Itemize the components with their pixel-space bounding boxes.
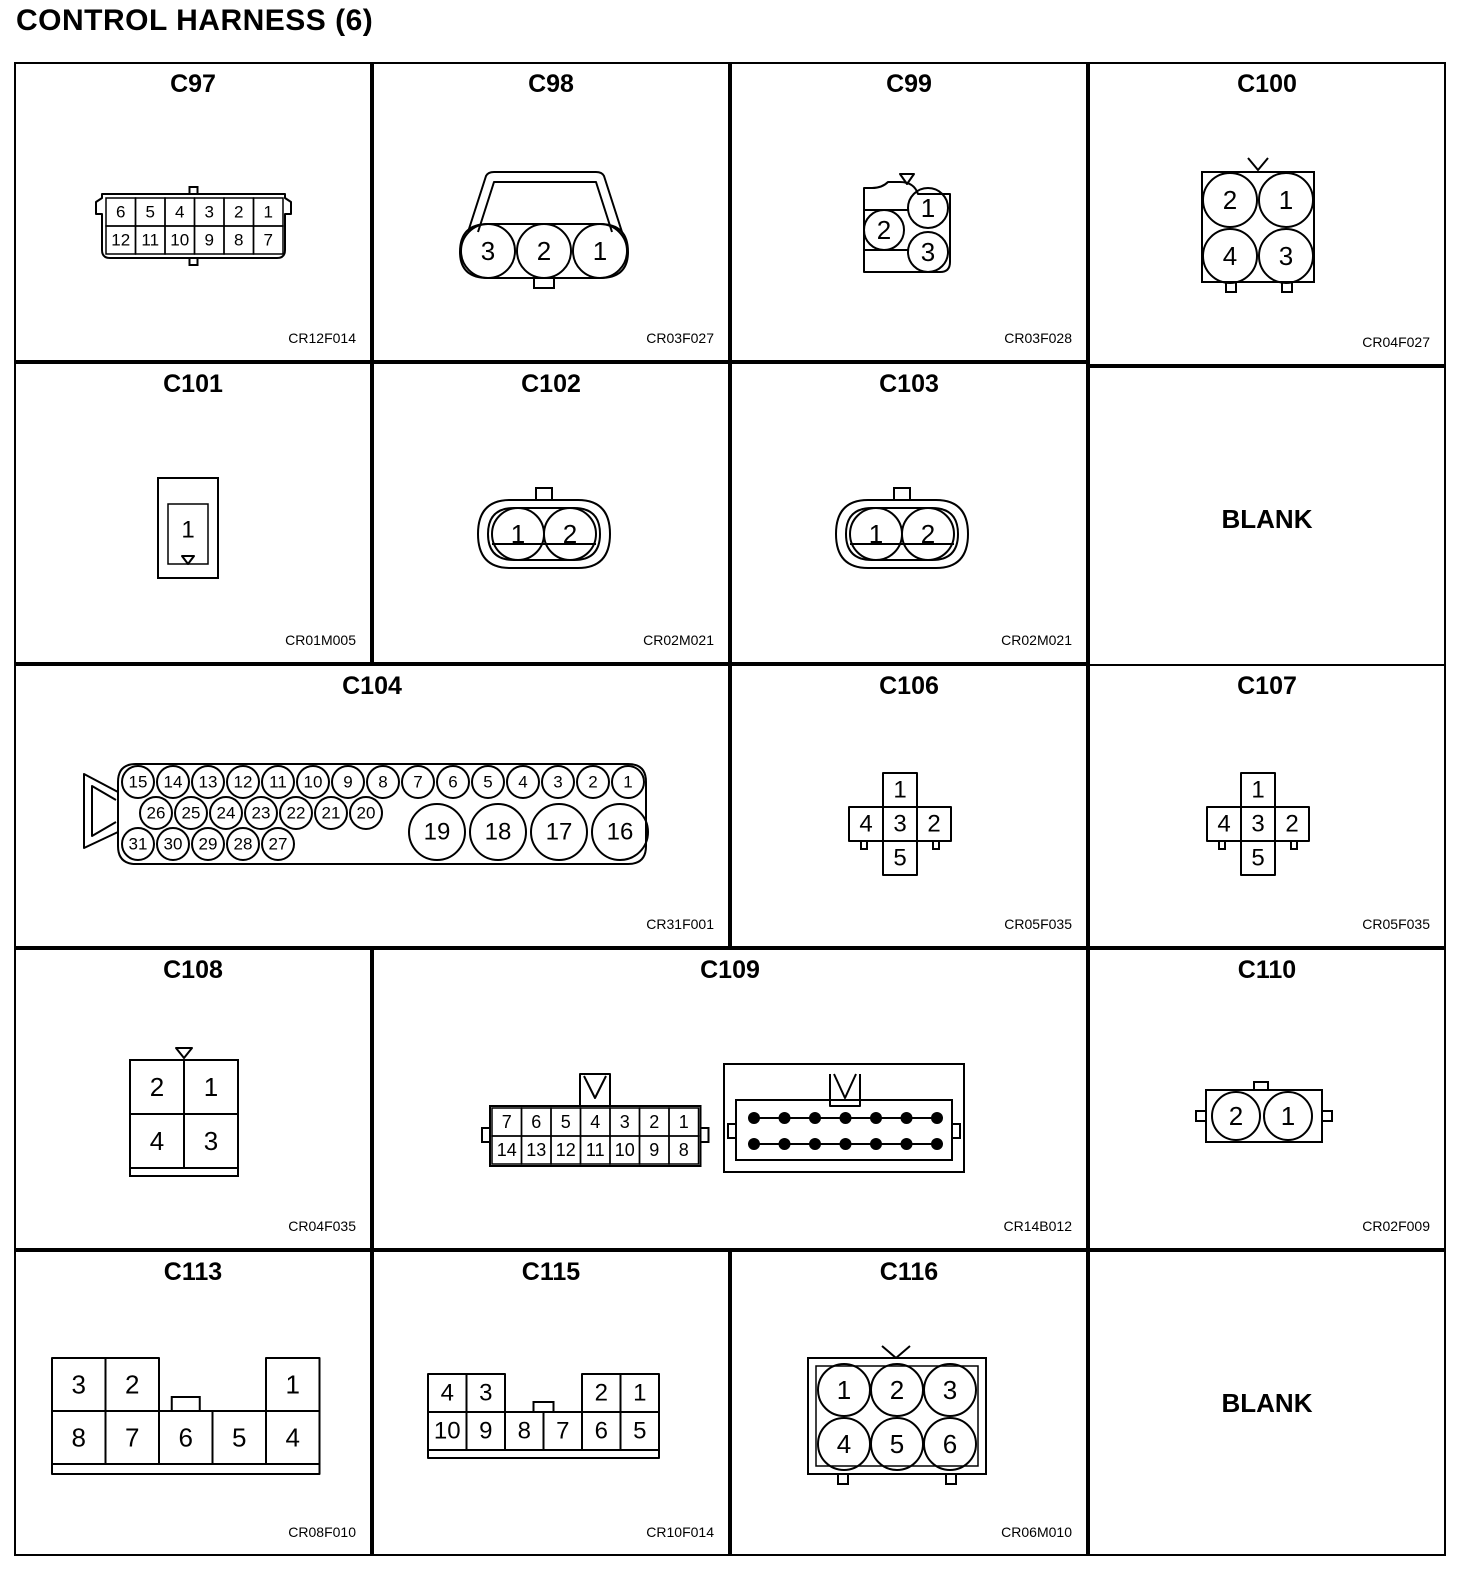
pin-4: 4 xyxy=(1222,241,1238,271)
pin-1: 1 xyxy=(285,1369,300,1400)
pin-10: 10 xyxy=(303,772,323,792)
pin-2: 2 xyxy=(149,1072,165,1102)
connector-cell-c113 xyxy=(14,1250,372,1556)
pin-4: 4 xyxy=(285,1422,300,1453)
pin-5: 5 xyxy=(483,772,493,792)
part-code: CR12F014 xyxy=(288,330,356,346)
connector-drawing xyxy=(732,64,1086,360)
pin-21: 21 xyxy=(321,803,341,823)
pin-2: 2 xyxy=(889,1375,905,1405)
latch-tab xyxy=(534,278,554,288)
pin-3: 3 xyxy=(942,1375,958,1405)
connector-cell-c116 xyxy=(730,1250,1088,1556)
pin-10: 10 xyxy=(170,230,190,250)
connector-housing xyxy=(1202,172,1314,282)
connector-cell-c107 xyxy=(1088,664,1446,948)
connector-title: C113 xyxy=(163,1258,223,1286)
latch-tab xyxy=(861,841,867,849)
contact-dot xyxy=(870,1138,882,1150)
connector-cell-c99 xyxy=(730,62,1088,362)
part-code: CR04F035 xyxy=(288,1218,356,1234)
part-code: CR02M021 xyxy=(643,632,714,648)
part-code: CR10F014 xyxy=(646,1524,714,1540)
pin-2: 2 xyxy=(649,1112,660,1132)
connector-cell-c115 xyxy=(372,1250,730,1556)
pin-1: 1 xyxy=(592,236,608,266)
connector-drawing xyxy=(16,1252,370,1554)
connector-cell-c103 xyxy=(730,362,1088,664)
pin-3: 3 xyxy=(1251,810,1265,838)
pin-30: 30 xyxy=(163,834,183,854)
latch-tab xyxy=(536,488,552,500)
pin-9: 9 xyxy=(649,1140,660,1160)
pin-14: 14 xyxy=(163,772,183,792)
connector-title: C104 xyxy=(342,672,402,700)
connector-title: C101 xyxy=(163,370,223,398)
pin-8: 8 xyxy=(71,1422,86,1453)
connector-cell-blank2 xyxy=(1088,1250,1446,1556)
pin-2: 2 xyxy=(876,215,892,245)
connector-cell-c109 xyxy=(372,948,1088,1250)
pin-1: 1 xyxy=(633,1379,647,1407)
connector-title: C102 xyxy=(521,370,581,398)
pin-2: 2 xyxy=(927,810,941,838)
pin-5: 5 xyxy=(232,1422,247,1453)
pin-4: 4 xyxy=(1217,810,1231,838)
pin-12: 12 xyxy=(233,772,253,792)
latch-tab xyxy=(1322,1111,1332,1121)
connector-title: C116 xyxy=(879,1258,939,1286)
pin-3: 3 xyxy=(553,772,563,792)
pin-4: 4 xyxy=(518,772,528,792)
pin-5: 5 xyxy=(145,202,155,222)
pin-4: 4 xyxy=(440,1379,454,1407)
pin-27: 27 xyxy=(268,834,288,854)
key-shroud xyxy=(830,1074,860,1106)
latch-tab xyxy=(190,258,198,265)
pin-26: 26 xyxy=(146,803,166,823)
pin-1: 1 xyxy=(893,776,907,804)
connector-title: C100 xyxy=(1237,70,1297,98)
key-marker xyxy=(834,1074,856,1098)
pin-5: 5 xyxy=(893,844,907,872)
key-marker xyxy=(584,1076,606,1098)
pin-20: 20 xyxy=(356,803,376,823)
pin-1: 1 xyxy=(868,519,884,549)
latch-tab xyxy=(933,841,939,849)
pin-2: 2 xyxy=(1222,185,1238,215)
pin-8: 8 xyxy=(234,230,244,250)
pin-7: 7 xyxy=(413,772,423,792)
pin-9: 9 xyxy=(343,772,353,792)
latch-tab xyxy=(1254,1082,1268,1090)
pin-2: 2 xyxy=(536,236,552,266)
pin-1: 1 xyxy=(678,1112,689,1132)
connector-title: C108 xyxy=(163,956,223,984)
connector-title: C103 xyxy=(879,370,939,398)
connector-drawing xyxy=(16,666,728,946)
connector-cell-c102 xyxy=(372,362,730,664)
pin-8: 8 xyxy=(378,772,388,792)
pin-3: 3 xyxy=(203,1126,219,1156)
pin-3: 3 xyxy=(480,236,496,266)
pin-13: 13 xyxy=(526,1140,547,1160)
pin-3: 3 xyxy=(204,202,214,222)
connector-cell-c108 xyxy=(14,948,372,1250)
pin-4: 4 xyxy=(859,810,873,838)
latch-tab xyxy=(1196,1111,1206,1121)
part-code: CR02M021 xyxy=(1001,632,1072,648)
contact-dot xyxy=(809,1112,821,1124)
part-code: CR05F035 xyxy=(1362,916,1430,932)
connector-drawing xyxy=(16,364,370,662)
pin-3: 3 xyxy=(71,1369,86,1400)
pin-6: 6 xyxy=(531,1112,542,1132)
pin-1: 1 xyxy=(263,202,273,222)
connector-key-shroud xyxy=(84,774,118,848)
pin-18: 18 xyxy=(484,818,512,846)
connector-drawing xyxy=(1090,64,1444,364)
part-code: CR06M010 xyxy=(1001,1524,1072,1540)
connector-drawing xyxy=(1090,950,1444,1248)
contact-dot xyxy=(748,1112,760,1124)
blank-label: BLANK xyxy=(1221,1388,1313,1418)
part-code: CR02F009 xyxy=(1362,1218,1430,1234)
pin-16: 16 xyxy=(606,818,634,846)
contact-dot xyxy=(931,1112,943,1124)
pin-1: 1 xyxy=(203,1072,219,1102)
page-title: CONTROL HARNESS (6) xyxy=(16,4,374,37)
pin-1: 1 xyxy=(181,516,195,544)
pin-10: 10 xyxy=(433,1417,461,1445)
key-marker xyxy=(176,1048,192,1058)
connector-cell-c97 xyxy=(14,62,372,362)
connector-housing xyxy=(52,1358,320,1474)
part-code: CR14B012 xyxy=(1003,1218,1072,1234)
pin-14: 14 xyxy=(496,1140,517,1160)
pin-2: 2 xyxy=(1228,1101,1244,1131)
pin-5: 5 xyxy=(889,1429,905,1459)
pin-24: 24 xyxy=(216,803,236,823)
latch-tab xyxy=(701,1128,709,1142)
pin-6: 6 xyxy=(178,1422,193,1453)
connector-drawing xyxy=(16,64,370,360)
pin-31: 31 xyxy=(128,834,148,854)
connector-drawing xyxy=(16,950,370,1248)
connector-drawing xyxy=(374,364,728,662)
connector-drawing xyxy=(732,364,1086,662)
connector-title: C109 xyxy=(700,956,760,984)
blank-label: BLANK xyxy=(1221,504,1313,534)
pin-6: 6 xyxy=(942,1429,958,1459)
pin-1: 1 xyxy=(510,519,526,549)
pin-12: 12 xyxy=(111,230,131,250)
part-code: CR03F027 xyxy=(646,330,714,346)
contact-dot xyxy=(779,1138,791,1150)
key-marker xyxy=(882,1346,910,1358)
connector-drawing xyxy=(732,1252,1086,1554)
pin-3: 3 xyxy=(920,237,936,267)
pin-12: 12 xyxy=(555,1140,576,1160)
connector-cell-c101 xyxy=(14,362,372,664)
pin-9: 9 xyxy=(479,1417,493,1445)
part-code: CR31F001 xyxy=(646,916,714,932)
contact-dot xyxy=(870,1112,882,1124)
latch-tab xyxy=(1219,841,1225,849)
pin-8: 8 xyxy=(678,1140,689,1160)
pin-25: 25 xyxy=(181,803,201,823)
contact-dot xyxy=(901,1138,913,1150)
contact-dot xyxy=(779,1112,791,1124)
pin-9: 9 xyxy=(204,230,214,250)
pin-1: 1 xyxy=(1280,1101,1296,1131)
pin-11: 11 xyxy=(269,772,287,792)
pin-19: 19 xyxy=(423,818,451,846)
pin-10: 10 xyxy=(614,1140,635,1160)
contact-dot xyxy=(809,1138,821,1150)
pin-4: 4 xyxy=(836,1429,852,1459)
part-code: CR03F028 xyxy=(1004,330,1072,346)
pin-7: 7 xyxy=(556,1417,570,1445)
connector-title: C110 xyxy=(1237,956,1297,984)
key-marker xyxy=(1248,158,1268,170)
connector-cell-c106 xyxy=(730,664,1088,948)
pin-4: 4 xyxy=(590,1112,601,1132)
pin-1: 1 xyxy=(1278,185,1294,215)
pin-7: 7 xyxy=(501,1112,512,1132)
pin-8: 8 xyxy=(517,1417,531,1445)
pin-22: 22 xyxy=(286,803,306,823)
connector-cell-c100 xyxy=(1088,62,1446,366)
latch-tab xyxy=(534,1402,554,1412)
pin-13: 13 xyxy=(198,772,218,792)
part-code: CR08F010 xyxy=(288,1524,356,1540)
pin-5: 5 xyxy=(1251,844,1265,872)
pin-2: 2 xyxy=(125,1369,140,1400)
contact-dot xyxy=(931,1138,943,1150)
pin-11: 11 xyxy=(585,1140,605,1160)
connector-cell-blank1 xyxy=(1088,366,1446,666)
part-code: CR04F027 xyxy=(1362,334,1430,350)
connector-title: C99 xyxy=(886,70,932,98)
connector-title: C98 xyxy=(528,70,574,98)
pin-1: 1 xyxy=(623,772,633,792)
pin-4: 4 xyxy=(149,1126,165,1156)
connector-drawing xyxy=(732,666,1086,946)
connector-title: C97 xyxy=(170,70,216,98)
contact-dot xyxy=(901,1112,913,1124)
contact-dot xyxy=(840,1112,852,1124)
latch-tab xyxy=(946,1474,956,1484)
mating-inner xyxy=(736,1100,952,1160)
connector-title: C107 xyxy=(1237,672,1297,700)
pin-28: 28 xyxy=(233,834,253,854)
pin-6: 6 xyxy=(448,772,458,792)
pin-3: 3 xyxy=(619,1112,630,1132)
connector-cell-c110 xyxy=(1088,948,1446,1250)
latch-tab xyxy=(190,187,198,194)
pin-11: 11 xyxy=(141,230,160,250)
connector-cell-c98 xyxy=(372,62,730,362)
pin-2: 2 xyxy=(234,202,244,222)
connector-title: C115 xyxy=(521,1258,581,1286)
latch-tab xyxy=(728,1124,736,1138)
pin-2: 2 xyxy=(562,519,578,549)
pin-6: 6 xyxy=(116,202,126,222)
connector-drawing xyxy=(374,1252,728,1554)
connector-cell-c104 xyxy=(14,664,730,948)
pin-3: 3 xyxy=(1278,241,1294,271)
latch-tab xyxy=(172,1397,200,1411)
pin-29: 29 xyxy=(198,834,218,854)
pin-15: 15 xyxy=(128,772,148,792)
connector-key-shroud-inner xyxy=(92,786,116,836)
latch-tab xyxy=(482,1128,490,1142)
pin-23: 23 xyxy=(251,803,271,823)
pin-2: 2 xyxy=(588,772,598,792)
part-code: CR05F035 xyxy=(1004,916,1072,932)
pin-1: 1 xyxy=(920,193,936,223)
connector-title: C106 xyxy=(879,672,939,700)
pin-4: 4 xyxy=(175,202,185,222)
pin-7: 7 xyxy=(263,230,273,250)
pin-2: 2 xyxy=(1285,810,1299,838)
part-code: CR01M005 xyxy=(285,632,356,648)
latch-tab xyxy=(894,488,910,500)
contact-dot xyxy=(840,1138,852,1150)
pin-6: 6 xyxy=(594,1417,608,1445)
pin-7: 7 xyxy=(125,1422,140,1453)
connector-drawing xyxy=(1090,666,1444,946)
pin-2: 2 xyxy=(594,1379,608,1407)
pin-1: 1 xyxy=(836,1375,852,1405)
latch-tab xyxy=(1291,841,1297,849)
contact-dot xyxy=(748,1138,760,1150)
latch-tab xyxy=(952,1124,960,1138)
latch-tab xyxy=(838,1474,848,1484)
pin-1: 1 xyxy=(1251,776,1265,804)
pin-5: 5 xyxy=(633,1417,647,1445)
connector-drawing xyxy=(374,64,728,360)
pin-3: 3 xyxy=(479,1379,493,1407)
pin-17: 17 xyxy=(545,818,573,846)
connector-drawing xyxy=(374,950,1086,1248)
pin-3: 3 xyxy=(893,810,907,838)
pin-2: 2 xyxy=(920,519,936,549)
pin-5: 5 xyxy=(560,1112,571,1132)
key-marker xyxy=(182,556,194,564)
